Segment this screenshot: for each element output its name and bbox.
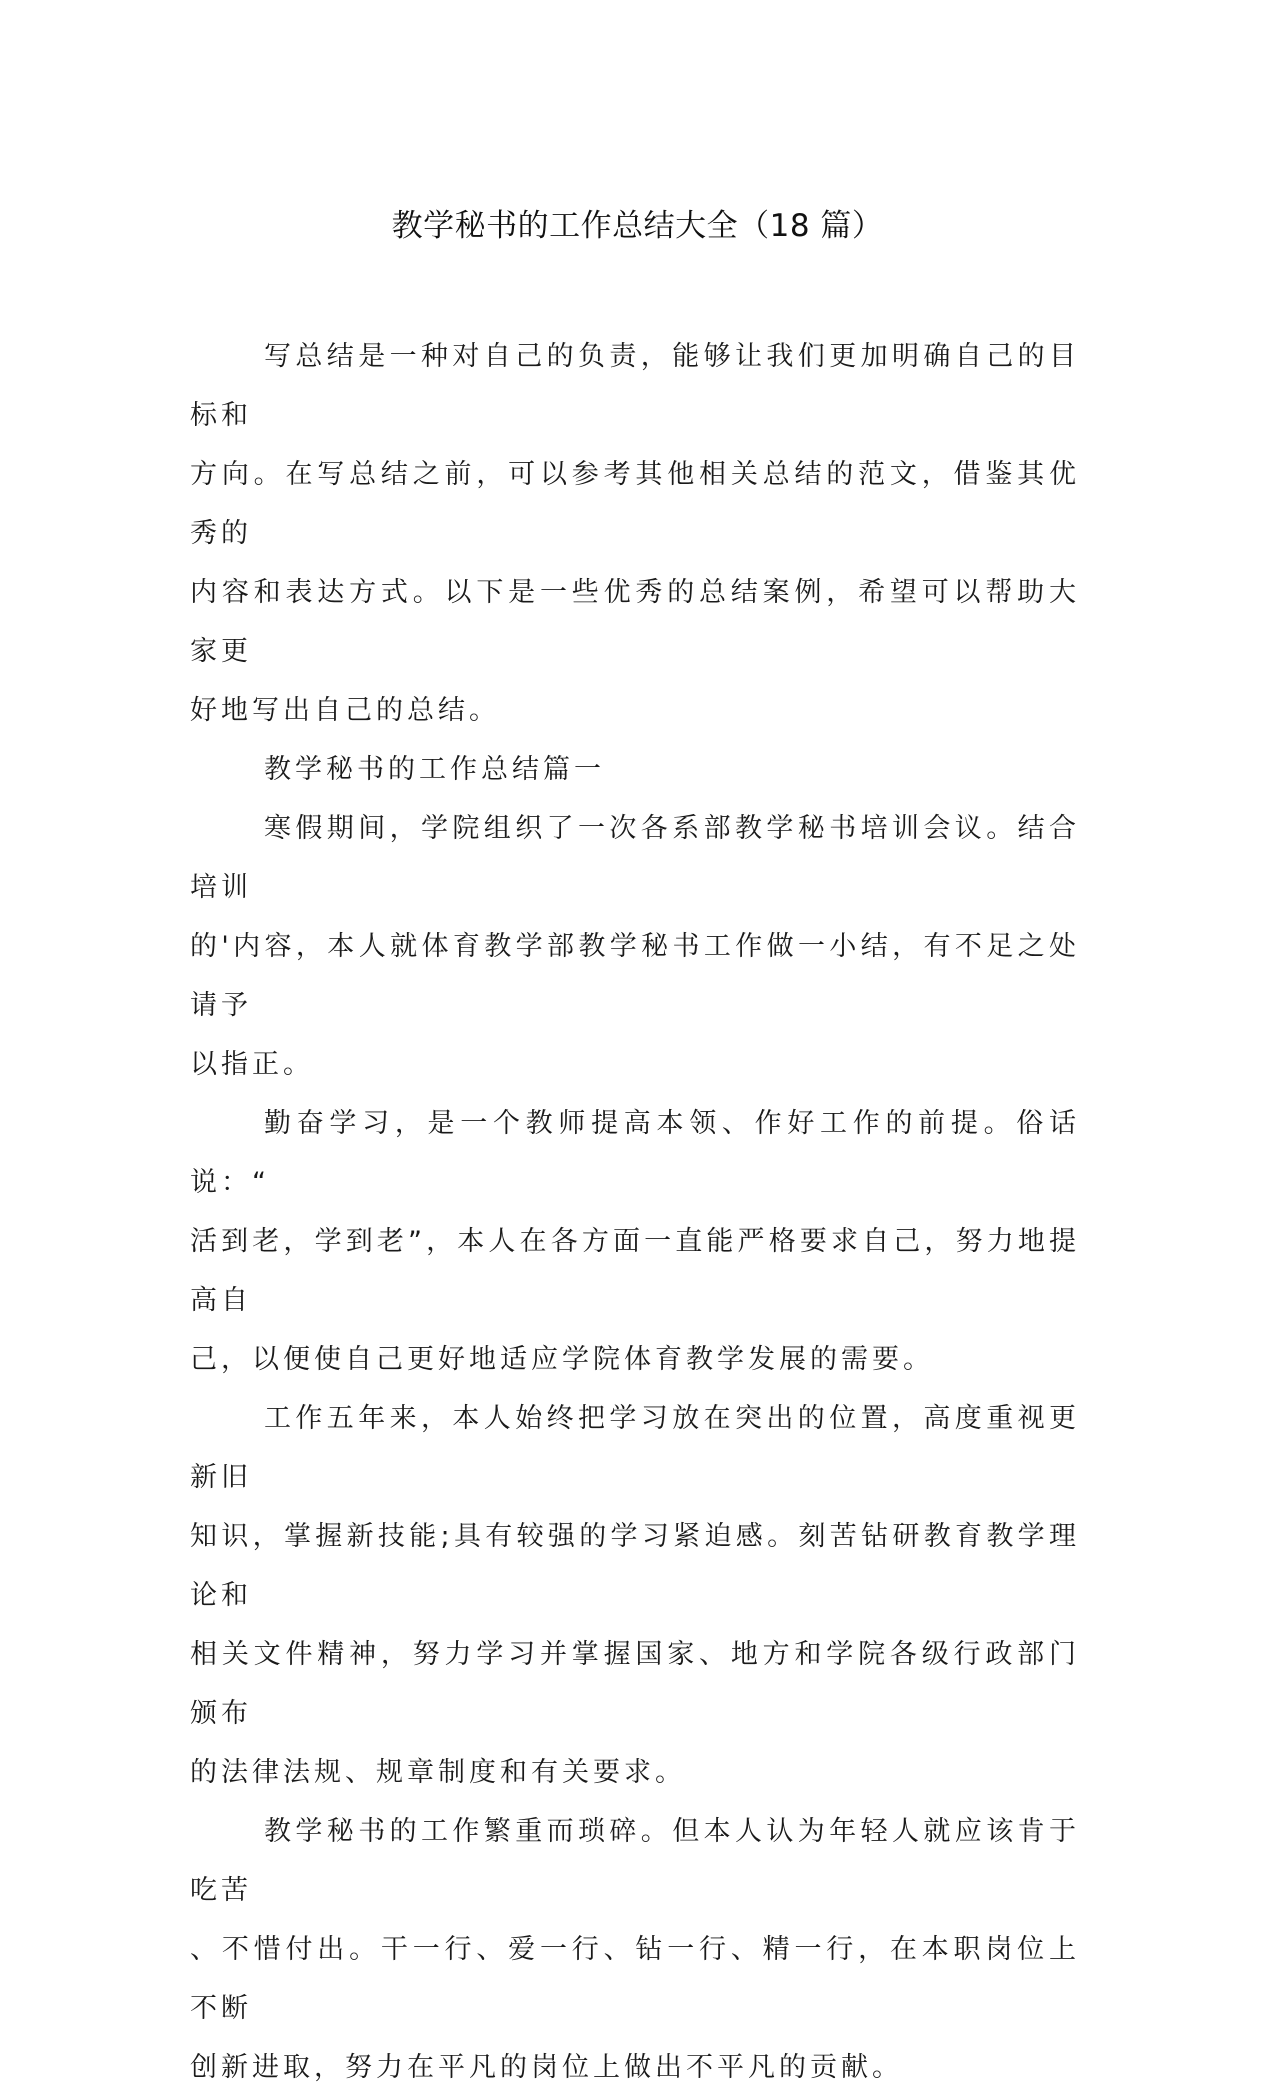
section-heading-text: 教学秘书的工作总结篇一 xyxy=(264,754,605,785)
paragraph-line: 写总结是一种对自己的负责，能够让我们更加明确自己的目标和 xyxy=(190,341,1080,431)
paragraph-line: 好地写出自己的总结。 xyxy=(190,695,500,726)
body-paragraph xyxy=(190,1094,1080,1389)
paragraph-line: 方向。在写总结之前，可以参考其他相关总结的范文，借鉴其优秀的 xyxy=(190,459,1080,549)
paragraph-line: 寒假期间，学院组织了一次各系部教学秘书培训会议。结合培训 xyxy=(190,813,1080,903)
paragraph-line: 活到老，学到老”，本人在各方面一直能严格要求自己，努力地提高自 xyxy=(190,1226,1080,1316)
document-title: 教学秘书的工作总结大全（18 篇） xyxy=(391,208,884,244)
body-paragraph xyxy=(190,799,1080,1094)
body-paragraph xyxy=(190,1389,1080,1802)
paragraph-line: 工作五年来，本人始终把学习放在突出的位置，高度重视更新旧 xyxy=(190,1403,1080,1493)
paragraph-line: 知识，掌握新技能;具有较强的学习紧迫感。刻苦钻研教育教学理论和 xyxy=(190,1521,1080,1611)
body-paragraph xyxy=(190,1802,1080,2097)
intro-paragraph xyxy=(190,327,1080,740)
paragraph-line: 内容和表达方式。以下是一些优秀的总结案例，希望可以帮助大家更 xyxy=(190,577,1080,667)
paragraph-line: 勤奋学习，是一个教师提高本领、作好工作的前提。俗话说：“ xyxy=(190,1108,1080,1198)
paragraph-line: 己，以便使自己更好地适应学院体育教学发展的需要。 xyxy=(190,1344,934,1375)
document-body xyxy=(190,327,1080,2097)
paragraph-line: 的'内容，本人就体育教学部教学秘书工作做一小结，有不足之处请予 xyxy=(190,931,1080,1021)
paragraph-line: 相关文件精神，努力学习并掌握国家、地方和学院各级行政部门颁布 xyxy=(190,1639,1080,1729)
paragraph-line: 教学秘书的工作繁重而琐碎。但本人认为年轻人就应该肯于吃苦 xyxy=(190,1816,1080,1906)
paragraph-line: 创新进取，努力在平凡的岗位上做出不平凡的贡献。 xyxy=(190,2052,903,2083)
paragraph-line: 、不惜付出。干一行、爱一行、钻一行、精一行，在本职岗位上不断 xyxy=(190,1934,1080,2024)
section-heading xyxy=(190,740,1080,799)
paragraph-line: 的法律法规、规章制度和有关要求。 xyxy=(190,1757,686,1788)
paragraph-line: 以指正。 xyxy=(190,1049,314,1080)
